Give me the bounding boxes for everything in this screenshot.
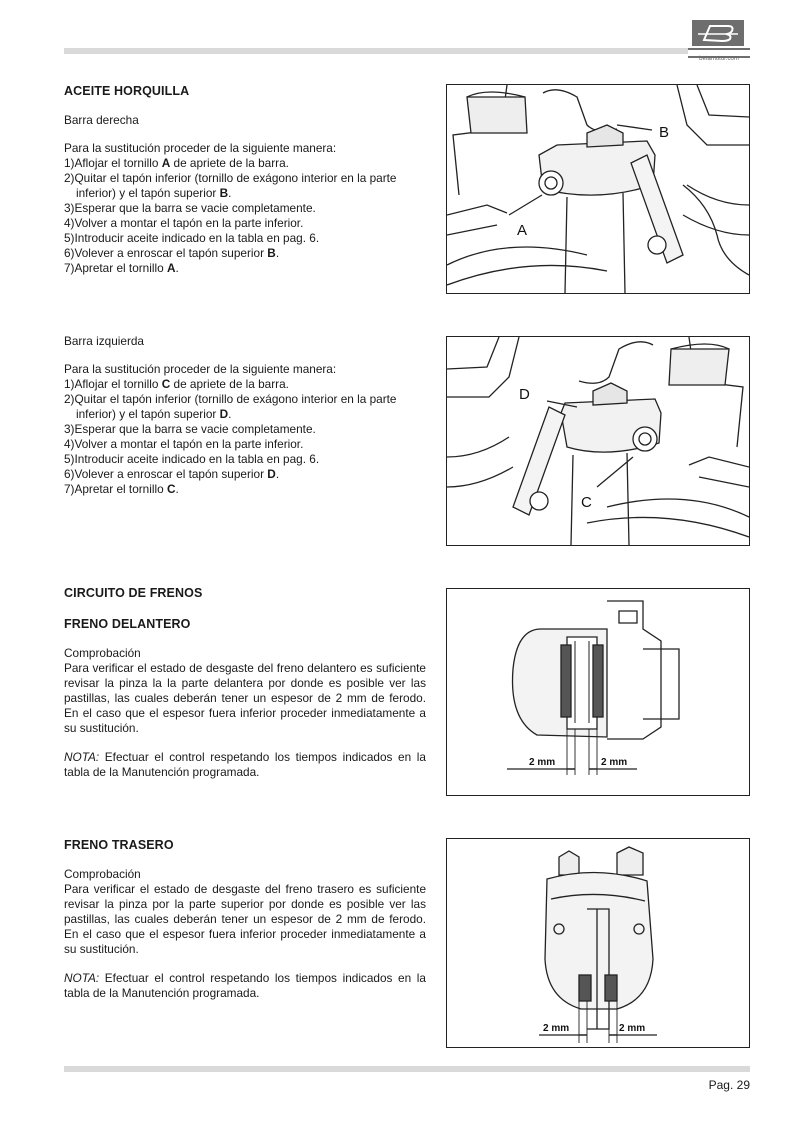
brand-logo — [688, 20, 750, 60]
step-item: 3)Esperar que la barra se vacie completamente. — [64, 201, 316, 215]
rear-brake-note: NOTA: Efectuar el control respetando los tiempos indicados en la tabla de la Manutención programada. — [64, 971, 426, 1000]
step-item: 2)Quitar el tapón inferior (tornillo de exágono interior en la parte inferior) y el tapón superior D. — [64, 392, 397, 421]
step-item: 1)Aflojar el tornillo C de apriete de la barra. — [64, 377, 289, 391]
front-brake-body: Para verificar el estado de desgaste del freno delantero es suficiente revisar la pinza la la parte delantera por donde es posible ver las pastillas, las cuales deberán tener un espesor de 2 mm de ferodo. En el caso que el espesor fuera inferior proceder inmediatamente a su sustitución. — [64, 661, 426, 735]
front-brake-label-left: 2 mm — [529, 757, 556, 768]
step-item: 1)Aflojar el tornillo A de apriete de la barra. — [64, 156, 289, 170]
front-brake-figure — [446, 588, 750, 796]
fork-left-subtitle: Barra izquierda — [64, 334, 144, 348]
fork-oil-title: ACEITE HORQUILLA — [64, 84, 190, 98]
brand-logo-mark — [692, 20, 744, 46]
fork-label-b: B — [659, 124, 670, 141]
step-item: 2)Quitar el tapón inferior (tornillo de exágono interior en la parte inferior) y el tapón superior B. — [64, 171, 397, 200]
fork-right-intro: Para la sustitución proceder de la siguiente manera: — [64, 141, 337, 155]
fork-left-drawing — [447, 337, 749, 545]
fork-right-subtitle: Barra derecha — [64, 113, 139, 127]
fork-right-figure — [446, 84, 750, 294]
rear-brake-label-right: 2 mm — [619, 1023, 646, 1034]
front-brake-section — [64, 586, 426, 780]
brand-url: betamotor.com — [699, 56, 739, 62]
fork-left-steps — [64, 377, 426, 497]
front-brake-subtitle: Comprobación — [64, 646, 141, 660]
front-brake-note: NOTA: Efectuar el control respetando los tiempos indicados en la tabla de la Manutención programada. — [64, 750, 426, 779]
front-brake-label-right: 2 mm — [601, 757, 628, 768]
front-brake-drawing — [447, 589, 749, 795]
fork-oil-left-section — [64, 334, 426, 497]
rear-brake-section — [64, 838, 426, 1001]
brakes-title: CIRCUITO DE FRENOS — [64, 586, 203, 600]
header-rule — [64, 48, 688, 54]
step-item: 6)Volever a enroscar el tapón superior B. — [64, 246, 280, 260]
step-item: 7)Apretar el tornillo C. — [64, 482, 179, 496]
step-item: 6)Volever a enroscar el tapón superior D. — [64, 467, 280, 481]
fork-label-d: D — [519, 386, 530, 403]
rear-brake-body: Para verificar el estado de desgaste del freno trasero es suficiente revisar la pinza por la parte superior por donde es posible ver las pastillas, las cuales deberán tener un espesor de 2 mm de ferodo. En el caso que el espesor fuera inferior proceder inmediatamente a su sustitución. — [64, 882, 426, 956]
fork-label-c: C — [581, 494, 592, 511]
footer-rule — [64, 1066, 750, 1072]
step-item: 4)Volver a montar el tapón en la parte inferior. — [64, 437, 304, 451]
page-number: Pag. 29 — [708, 1078, 750, 1092]
step-item: 5)Introducir aceite indicado en la tabla en pag. 6. — [64, 452, 320, 466]
fork-left-intro: Para la sustitución proceder de la siguiente manera: — [64, 362, 337, 376]
rear-brake-figure — [446, 838, 750, 1048]
rear-brake-label-left: 2 mm — [543, 1023, 570, 1034]
step-item: 7)Apretar el tornillo A. — [64, 261, 179, 275]
step-item: 5)Introducir aceite indicado en la tabla en pag. 6. — [64, 231, 320, 245]
rear-brake-title: FRENO TRASERO — [64, 838, 174, 852]
fork-label-a: A — [517, 222, 528, 239]
step-item: 3)Esperar que la barra se vacie completamente. — [64, 422, 316, 436]
fork-left-figure — [446, 336, 750, 546]
step-item: 4)Volver a montar el tapón en la parte inferior. — [64, 216, 304, 230]
fork-right-drawing — [447, 85, 749, 293]
fork-oil-right-section — [64, 84, 426, 276]
front-brake-title: FRENO DELANTERO — [64, 617, 191, 631]
rear-brake-drawing — [447, 839, 749, 1047]
rear-brake-subtitle: Comprobación — [64, 867, 141, 881]
fork-right-steps — [64, 156, 426, 276]
